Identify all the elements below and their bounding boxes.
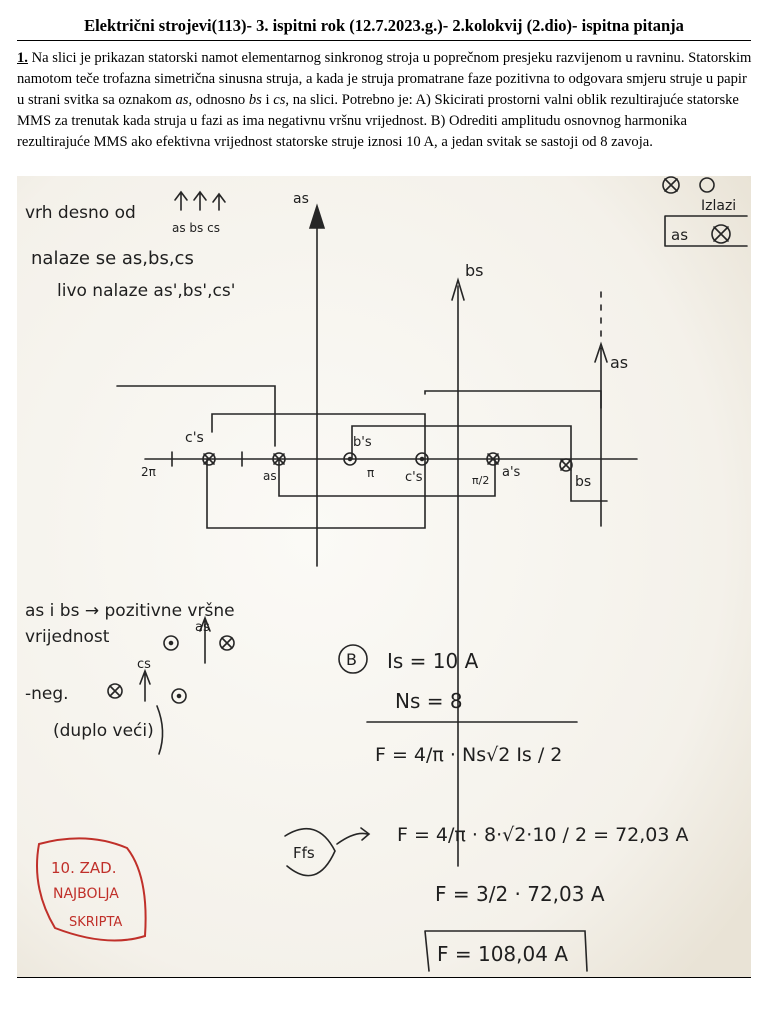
- pos-line2: vrijednost: [25, 627, 110, 647]
- neg-line1: -neg.: [25, 684, 69, 704]
- eq-is: Is = 10 A: [387, 649, 479, 673]
- question-text-a: Na slici je prikazan statorski namot elementarnog sinkronog stroja u poprečnom presjeku razvijenom u ravninu. Statorskim namotom teče trofazna simetrična sinusna struja, a kada je struja promatrane faze pozitivna to odgovara smjeru struje u papir u strani svitka sa oznakom: [17, 50, 752, 108]
- label-as-low: as: [263, 469, 277, 483]
- label-pi: π: [367, 466, 375, 480]
- page-title: Električni strojevi(113)- 3. ispitni rok (12.7.2023.g.)- 2.kolokvij (2.dio)- ispitna pitanja: [84, 16, 684, 35]
- stamp-line2: NAJBOLJA: [53, 886, 119, 902]
- label-pi-half: π/2: [472, 474, 490, 487]
- question-text-d: , na slici. Potrebno je: A) Skicirati prostorni valni oblik rezultirajuće statorske MMS za trenutak kada struja u fazi as ima negativnu vršnu vrijednost. B) Odrediti amplitudu osnovnog harmonika rezultirajuće MMS ako efektivna vrijednost statorske struje iznosi 10 A, a jedan svitak se sastoji od 8 zavoja.: [17, 92, 739, 150]
- label-bs-prime: b's: [353, 435, 372, 450]
- corner-label: as: [671, 226, 689, 244]
- title-divider: [17, 40, 751, 41]
- eq-ffs: F = 4/π · 8·√2·10 / 2 = 72,03 A: [397, 824, 689, 846]
- label-cs: cs: [273, 92, 286, 108]
- eq-final1: F = 3/2 · 72,03 A: [435, 882, 605, 906]
- handwritten-solution-photo: [17, 176, 751, 977]
- pos-label-cs: cs: [137, 657, 151, 672]
- label-as-prime: a's: [502, 465, 521, 480]
- eq-ffs-label: Ffs: [293, 844, 315, 862]
- label-bs: bs: [248, 92, 262, 108]
- label-2pi: 2π: [141, 465, 156, 479]
- note-line3: livo nalaze as',bs',cs': [57, 281, 236, 301]
- stamp-line1: 10. ZAD.: [51, 859, 117, 877]
- question-text: [17, 48, 757, 153]
- label-cs-prime: c's: [185, 430, 204, 446]
- note-arrow-labels: as bs cs: [172, 221, 220, 235]
- note-line2: nalaze se as,bs,cs: [31, 248, 194, 269]
- question-text-c: i: [261, 92, 274, 108]
- corner-text: Izlazi: [701, 198, 737, 214]
- axis-label-bs: bs: [465, 261, 484, 280]
- eq-final2: F = 108,04 A: [437, 942, 568, 966]
- question-text-b: , odnosno: [188, 92, 249, 108]
- note-line1: vrh desno od: [25, 203, 136, 223]
- stamp-line3: SKRIPTA: [69, 915, 123, 930]
- b-label: B: [346, 650, 357, 669]
- axis-label-as2: as: [610, 353, 629, 372]
- eq-ns: Ns = 8: [395, 689, 463, 713]
- question-number: 1.: [17, 50, 28, 66]
- label-cs-low: c's: [405, 470, 423, 485]
- bottom-divider: [17, 977, 751, 978]
- eq-f: F = 4/π · Ns√2 Is / 2: [375, 744, 563, 766]
- axis-label-as: as: [293, 191, 309, 207]
- pos-label-as: as: [195, 620, 210, 635]
- pos-line1: as i bs → pozitivne vršne: [25, 601, 235, 621]
- label-as: as: [175, 92, 189, 108]
- neg-line2: (duplo veći): [53, 721, 154, 741]
- label-bs-low: bs: [575, 474, 592, 490]
